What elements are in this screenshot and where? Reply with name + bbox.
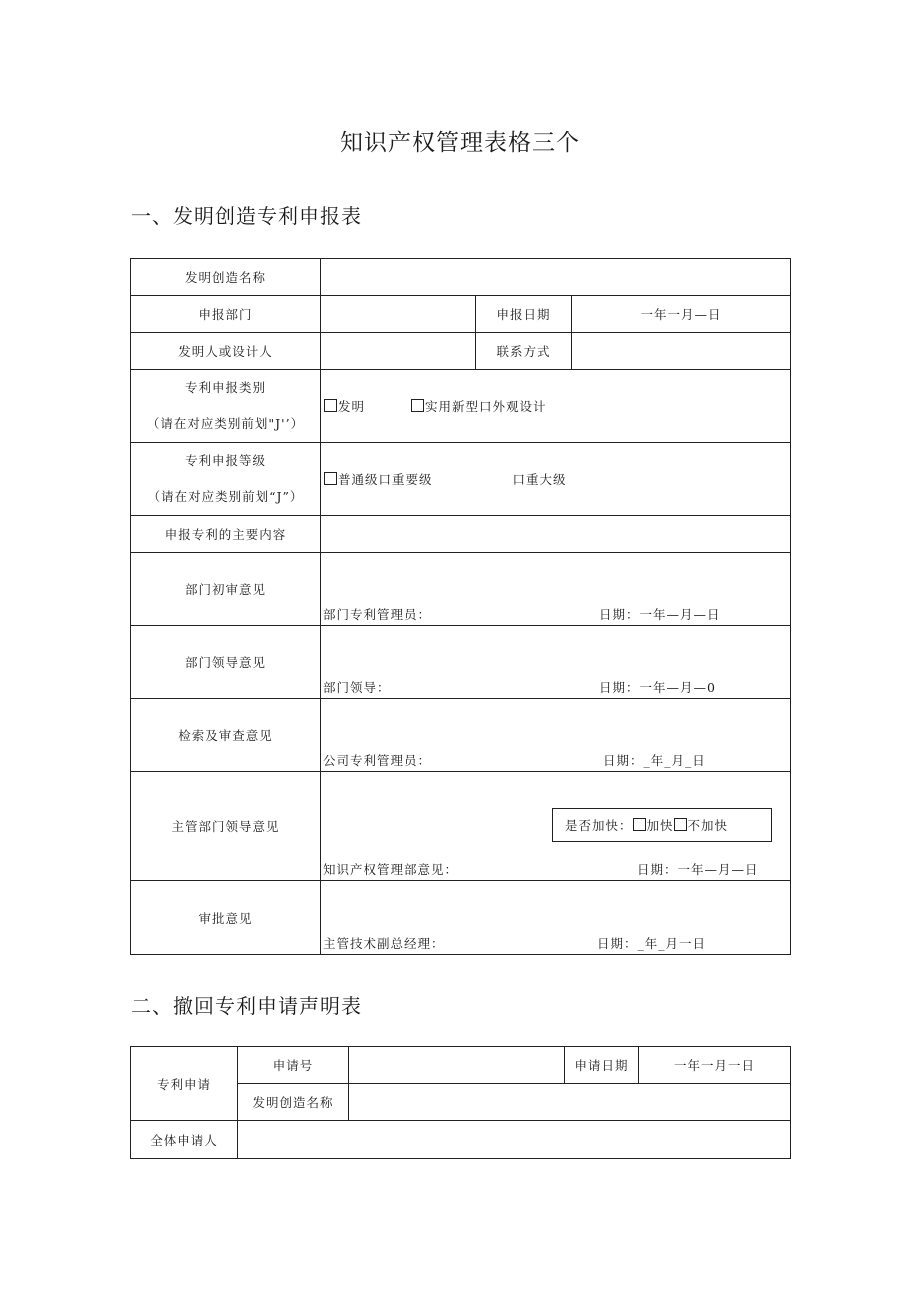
inventor-field[interactable]	[321, 333, 476, 370]
app-date-label: 申请日期	[565, 1047, 639, 1084]
dept-lead-sign: 部门领导：	[323, 680, 391, 695]
search-sign: 公司专利管理员：	[323, 753, 432, 768]
all-applicants-label: 全体申请人	[131, 1121, 238, 1159]
category-label: 专利申报类别	[184, 380, 266, 395]
withdraw-application-table	[130, 1046, 791, 1159]
dept-field[interactable]	[321, 296, 476, 333]
approval-sign: 主管技术副总经理：	[323, 936, 445, 951]
option-invention: 发明	[338, 399, 366, 414]
ip-date: 日期：一年—月—日	[637, 862, 759, 877]
dept-lead-label: 部门领导意见	[131, 626, 321, 699]
app-no-field[interactable]	[349, 1047, 565, 1084]
level-hint: （请在对应类别前划“J”）	[147, 489, 304, 504]
inventor-label: 发明人或设计人	[131, 333, 321, 370]
supervisor-field[interactable]	[321, 772, 791, 881]
date-field[interactable]: 一年一月—日	[572, 296, 791, 333]
invention-name-label-2: 发明创造名称	[238, 1084, 349, 1121]
option-normal-important: 普通级口重要级	[338, 472, 433, 487]
patent-app-label: 专利申请	[131, 1047, 238, 1121]
contact-field[interactable]	[572, 333, 791, 370]
content-field[interactable]	[321, 516, 791, 553]
category-label-cell	[131, 370, 321, 443]
approval-field[interactable]	[321, 881, 791, 955]
dept-lead-date: 日期：一年—月—0	[599, 680, 716, 695]
level-options	[321, 443, 791, 516]
page-title: 知识产权管理表格三个	[340, 130, 580, 156]
option-utility-design: 实用新型口外观设计	[424, 399, 547, 414]
all-applicants-field[interactable]	[238, 1121, 791, 1159]
app-date-field[interactable]: 一年一月一日	[639, 1047, 791, 1084]
checkbox-expedite[interactable]	[633, 818, 646, 831]
invention-name-label: 发明创造名称	[131, 259, 321, 296]
checkbox-normal[interactable]	[324, 472, 337, 485]
search-date: 日期：_年_月_日	[603, 753, 706, 768]
level-label-cell	[131, 443, 321, 516]
content-label: 申报专利的主要内容	[131, 516, 321, 553]
checkbox-invention[interactable]	[324, 399, 337, 412]
dept-review-sign: 部门专利管理员：	[323, 607, 432, 622]
expedite-box	[552, 808, 772, 842]
app-no-label: 申请号	[238, 1047, 349, 1084]
search-field[interactable]	[321, 699, 791, 772]
dept-lead-field[interactable]	[321, 626, 791, 699]
checkbox-utility[interactable]	[411, 399, 424, 412]
dept-review-date: 日期：一年—月—日	[599, 607, 721, 622]
ip-sign: 知识产权管理部意见：	[323, 862, 459, 877]
category-options	[321, 370, 791, 443]
dept-label: 申报部门	[131, 296, 321, 333]
invention-name-field-2[interactable]	[349, 1084, 791, 1121]
date-label: 申报日期	[476, 296, 572, 333]
expedite-yes: 加快	[646, 818, 674, 833]
category-hint: （请在对应类别前划"J'’）	[146, 416, 305, 431]
checkbox-no-expedite[interactable]	[674, 818, 687, 831]
option-major: 口重大级	[512, 472, 567, 487]
patent-application-table	[130, 258, 791, 955]
supervisor-label: 主管部门领导意见	[131, 772, 321, 881]
expedite-no: 不加快	[687, 818, 729, 833]
search-label: 检索及审查意见	[131, 699, 321, 772]
approval-label: 审批意见	[131, 881, 321, 955]
approval-date: 日期：_年_月一日	[597, 936, 707, 951]
section-heading-2: 二、撤回专利申请声明表	[131, 994, 362, 1018]
invention-name-field[interactable]	[321, 259, 791, 296]
section-heading-1: 一、发明创造专利申报表	[131, 204, 362, 228]
expedite-question: 是否加快：	[565, 818, 633, 833]
dept-review-label: 部门初审意见	[131, 553, 321, 626]
contact-label: 联系方式	[476, 333, 572, 370]
level-label: 专利申报等级	[184, 453, 266, 468]
dept-review-field[interactable]	[321, 553, 791, 626]
